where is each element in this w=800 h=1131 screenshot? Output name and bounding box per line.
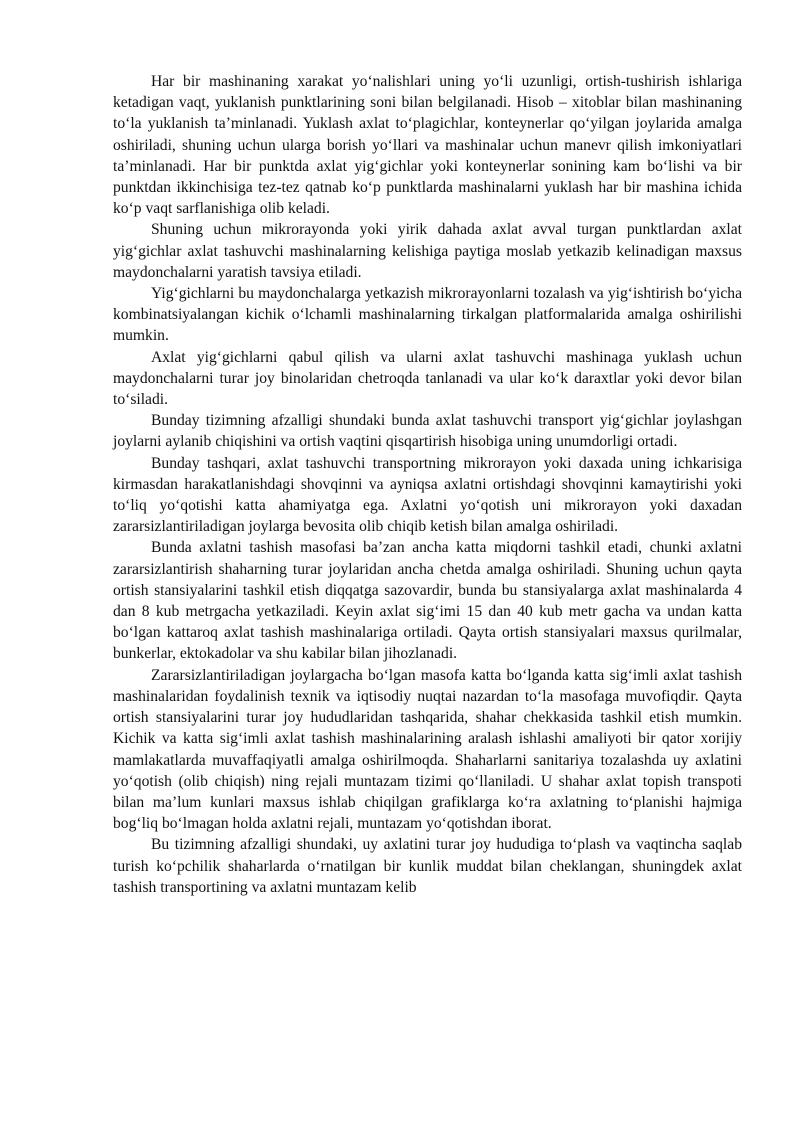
paragraph-7: Bunda axlatni tashish masofasi ba’zan ancha katta miqdorni tashkil etadi, chunki axlatni zararsizlantirish shaharning turar joylaridan ancha chetda amalga oshiriladi. Shuning uchun qayta ortish stansiyalarini tashkil etish diqqatga sazovardir, bunda bu stansiyalarga axlat mashinalarda 4 dan 8 kub metrgacha yetkaziladi. Keyin axlat sig‘imi 15 dan 40 kub metr gacha va undan katta bo‘lgan kattaroq axlat tashish mashinalariga ortiladi. Qayta ortish stansiyalari maxsus qurilmalar, bunkerlar, ektokadolar va shu kabilar bilan jihozlanadi.: [113, 539, 742, 663]
paragraph-5: Bunday tizimning afzalligi shundaki bunda axlat tashuvchi transport yig‘gichlar joylashgan joylarni aylanib chiqishini va ortish vaqtini qisqartirish hisobiga uning unumdorligi ortadi.: [113, 412, 742, 451]
paragraph-2: Shuning uchun mikrorayonda yoki yirik dahada axlat avval turgan punktlardan axlat yig‘gichlar axlat tashuvchi mashinalarning kelishiga paytiga moslab yetkazib kelinadigan maxsus maydonchalarni yaratish tavsiya etiladi.: [113, 221, 742, 281]
paragraph-9: Bu tizimning afzalligi shundaki, uy axlatini turar joy hududiga to‘plash va vaqtincha saqlab turish ko‘pchilik shaharlarda o‘rnatilgan bir kunlik muddat bilan cheklangan, shuningdek axlat tashish transportining va axlatni muntazam kelib: [113, 836, 742, 896]
paragraph-6: Bunday tashqari, axlat tashuvchi transportning mikrorayon yoki daxada uning ichkarisiga kirmasdan harakatlanishdagi shovqinni va ayniqsa axlatni ortishdagi shovqinni kamaytirishi yoki to‘liq yo‘qotishi katta ahamiyatga ega. Axlatni yo‘qotish uni mikrorayon yoki daxadan zararsizlantiriladigan joylarga bevosita olib chiqib ketish bilan amalga oshiriladi.: [113, 454, 742, 536]
body-text: [113, 71, 742, 898]
paragraph-3: Yig‘gichlarni bu maydonchalarga yetkazish mikrorayonlarni tozalash va yig‘ishtirish bo‘yicha kombinatsiyalangan kichik o‘lchamli mashinalarning tirkalgan platformalarida amalga oshirilishi mumkin.: [113, 285, 742, 345]
paragraph-4: Axlat yig‘gichlarni qabul qilish va ularni axlat tashuvchi mashinaga yuklash uchun maydonchalarni turar joy binolaridan chetroqda tanlanadi va ular ko‘k daraxtlar yoki devor bilan to‘siladi.: [113, 348, 742, 409]
paragraph-8: Zararsizlantiriladigan joylargacha bo‘lgan masofa katta bo‘lganda katta sig‘imli axlat tashish mashinalaridan foydalinish texnik va iqtisodiy nuqtai nazardan to‘la masofaga muvofiqdir. Qayta ortish stansiyalarini turar joy hududlaridan tashqarida, shahar chekkasida tashkil etish mumkin. Kichik va katta sig‘imli axlat tashish mashinalarining aralash ishlashi amaliyoti bir qator xorijiy mamlakatlarda muvaffaqiyatli amalga oshirilmoqda. Shaharlarni sanitariya tozalashda uy axlatini yo‘qotish (olib chiqish) ning rejali muntazam tizimi qo‘llaniladi. U shahar axlat topish transpoti bilan ma’lum kunlari maxsus ishlab chiqilgan grafiklarga ko‘ra axlatning to‘planishi hajmiga bog‘liq bo‘lmagan holda axlatni rejali, muntazam yo‘qotishdan iborat.: [113, 666, 742, 833]
paragraph-1: Har bir mashinaning xarakat yo‘nalishlari uning yo‘li uzunligi, ortish-tushirish ishlariga ketadigan vaqt, yuklanish punktlarining soni bilan belgilanadi. Hisob – xitoblar bilan mashinaning to‘la yuklanish ta’minlanadi. Yuklash axlat to‘plagichlar, konteynerlar qo‘yilgan joylarida amalga oshiriladi, shuning uchun ularga borish yo‘llari va mashinalar uchun manevr qilish imkoniyatlari ta’minlanadi. Har bir punktda axlat yig‘gichlar yoki konteynerlar sonining kam bo‘lishi va bir punktdan ikkinchisiga tez-tez qatnab ko‘p punktlarda mashinalarni yuklash har bir mashina ichida ko‘p vaqt sarflanishiga olib keladi.: [113, 73, 742, 218]
